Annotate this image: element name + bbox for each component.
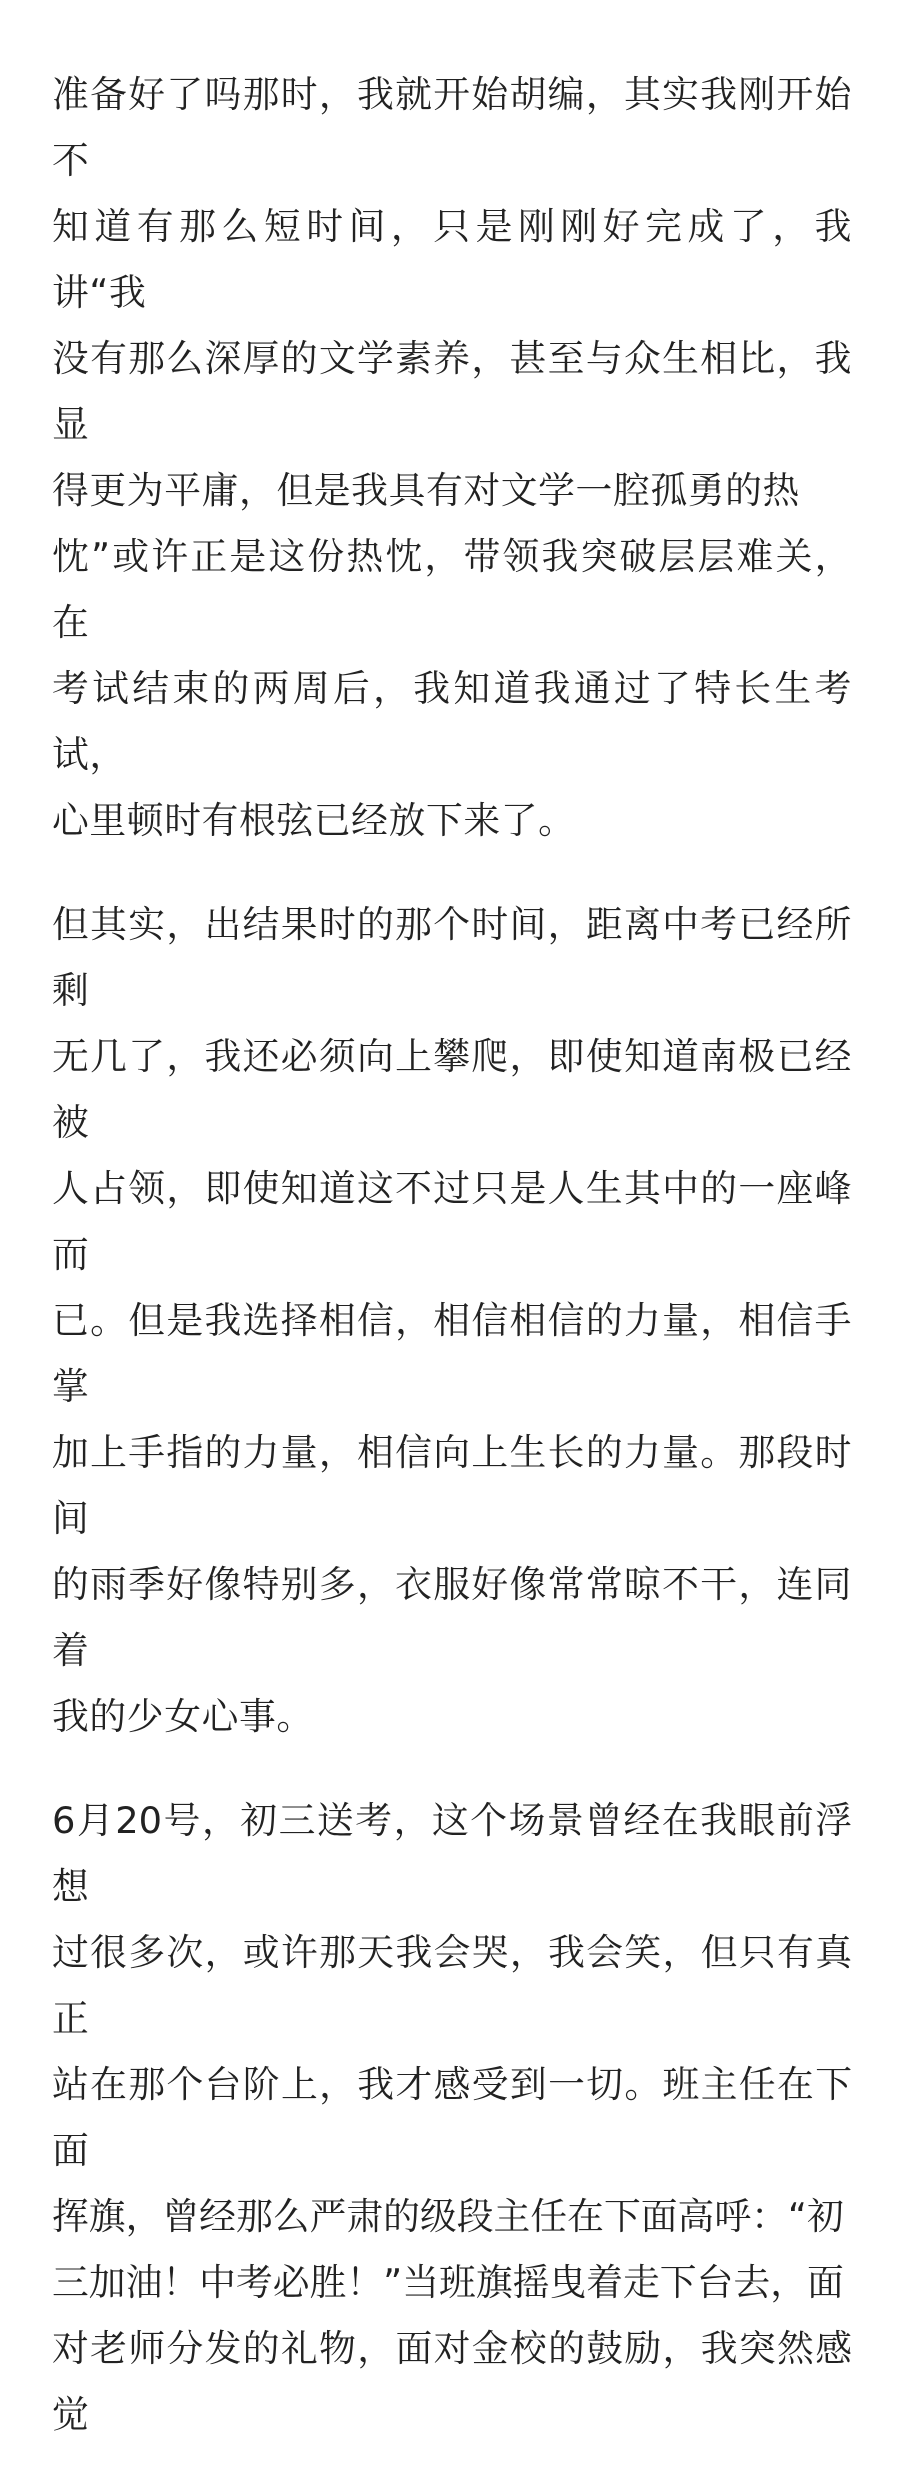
text-line: 站在那个台阶上，我才感受到一切。班主任在下面	[52, 2063, 852, 2172]
text-line: 准备好了吗那时，我就开始胡编，其实我刚开始不	[52, 73, 852, 182]
text-line: 人占领，即使知道这不过只是人生其中的一座峰而	[52, 1167, 852, 1276]
text-line: 考试结束的两周后，我知道我通过了特长生考试，	[52, 667, 852, 776]
article-body	[52, 62, 852, 2486]
text-line: 6月20号，初三送考，这个场景曾经在我眼前浮想	[52, 1799, 852, 1908]
paragraph-1	[52, 62, 852, 854]
text-line: 我的少女心事。	[52, 1695, 314, 1738]
text-line: 无几了，我还必须向上攀爬，即使知道南极已经被	[52, 1035, 852, 1144]
text-line: 但其实，出结果时的那个时间，距离中考已经所剩	[52, 903, 852, 1012]
text-line: 的雨季好像特别多，衣服好像常常晾不干，连同着	[52, 1563, 852, 1672]
text-line: 得更为平庸，但是我具有对文学一腔孤勇的热	[52, 469, 800, 512]
text-line: 加上手指的力量，相信向上生长的力量。那段时间	[52, 1431, 852, 1540]
paragraph-2	[52, 892, 852, 1750]
paragraph-3	[52, 1788, 852, 2448]
text-line: 三加油！中考必胜！”当班旗摇曳着走下台去，面	[52, 2261, 844, 2304]
text-line: 没有那么深厚的文学素养，甚至与众生相比，我显	[52, 337, 852, 446]
text-line: 过很多次，或许那天我会哭，我会笑，但只有真正	[52, 1931, 852, 2040]
text-line: 已。但是我选择相信，相信相信的力量，相信手掌	[52, 1299, 852, 1408]
text-line: 对老师分发的礼物，面对金校的鼓励，我突然感觉	[52, 2327, 852, 2436]
text-line: 忱”或许正是这份热忱，带领我突破层层难关，在	[52, 535, 852, 644]
text-line: 心里顿时有根弦已经放下来了。	[52, 799, 576, 842]
text-line: 知道有那么短时间，只是刚刚好完成了，我讲“我	[52, 205, 852, 314]
text-line: 挥旗，曾经那么严肃的级段主任在下面高呼：“初	[52, 2195, 844, 2238]
